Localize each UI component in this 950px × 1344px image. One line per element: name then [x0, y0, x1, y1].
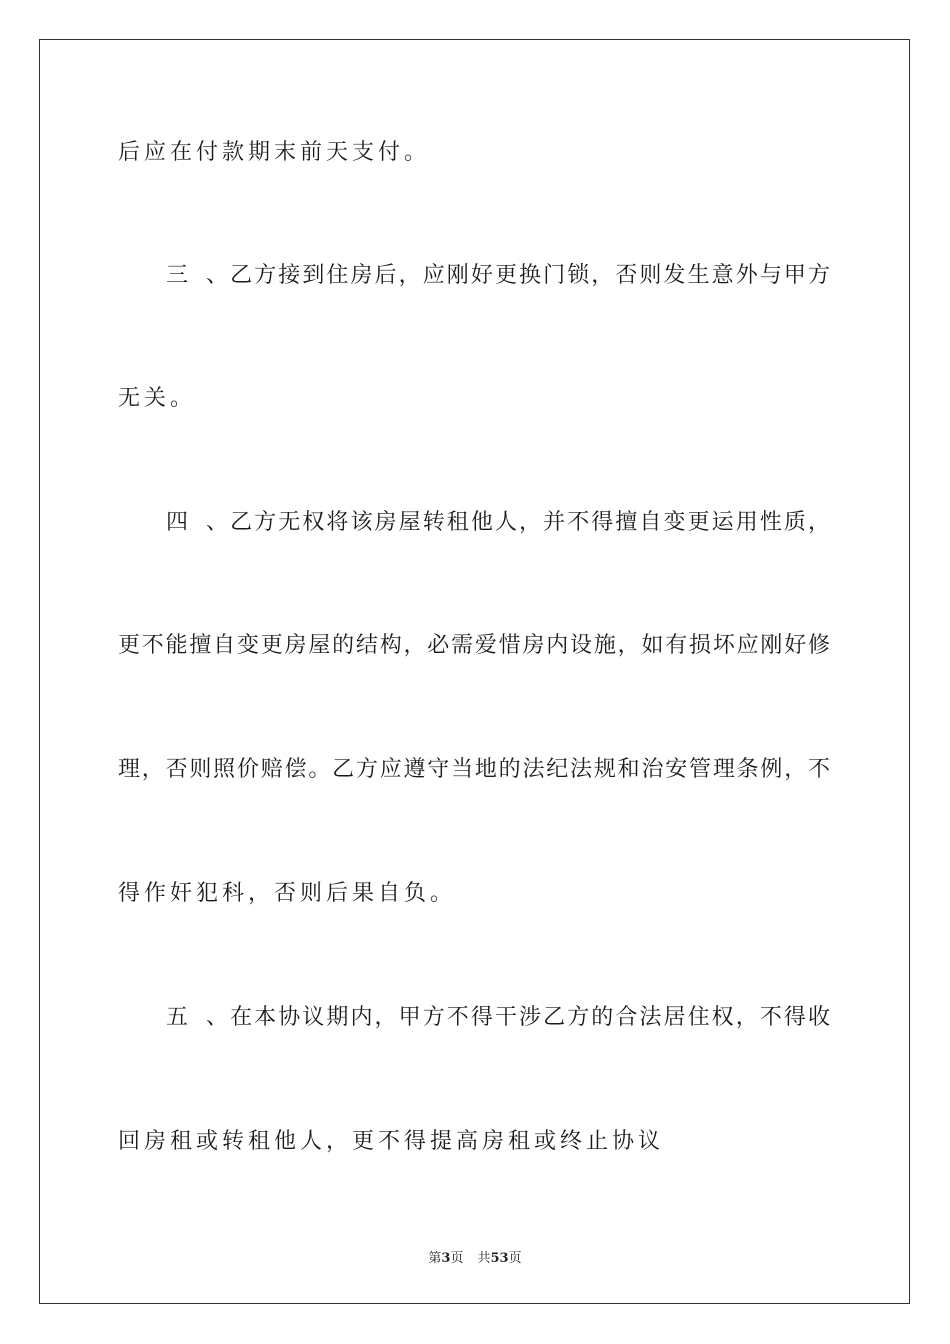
clause-four-line-2: 更不能擅自变更房屋的结构，必需爱惜房内设施，如有损坏应刚好修 [118, 633, 830, 658]
total-prefix: 共 [477, 1251, 491, 1266]
clause-three-text: 乙方接到住房后，应刚好更换门锁，否则发生意外与甲方 [228, 263, 830, 288]
clause-five-text: 在本协议期内，甲方不得干涉乙方的合法居住权，不得收 [228, 1005, 830, 1030]
page-prefix: 第 [428, 1251, 442, 1266]
clause-number-four: 四、 [166, 510, 228, 535]
clause-number-three: 三、 [166, 263, 228, 288]
clause-number-five: 五、 [166, 1005, 228, 1030]
page-number: 3 [441, 1251, 451, 1266]
clause-five-line-2: 回房租或转租他人，更不得提高房租或终止协议 [118, 1129, 665, 1154]
clause-four-line-4: 得作奸犯科，否则后果自负。 [118, 881, 457, 906]
paragraph-line-1: 后应在付款期末前天支付。 [118, 140, 431, 165]
clause-three-line-2: 无关。 [118, 386, 197, 411]
clause-four-text: 乙方无权将该房屋转租他人，并不得擅自变更运用性质， [228, 510, 830, 535]
clause-four-line-3: 理，否则照价赔偿。乙方应遵守当地的法纪法规和治安管理条例，不 [118, 757, 830, 782]
page-suffix: 页 [450, 1251, 464, 1266]
page-footer [0, 1247, 950, 1266]
total-suffix: 页 [508, 1251, 522, 1266]
total-pages: 53 [490, 1251, 509, 1266]
clause-five-line-1 [166, 1003, 830, 1033]
clause-three-line-1 [166, 261, 830, 291]
page-frame [39, 39, 910, 1304]
clause-four-line-1 [166, 508, 830, 538]
